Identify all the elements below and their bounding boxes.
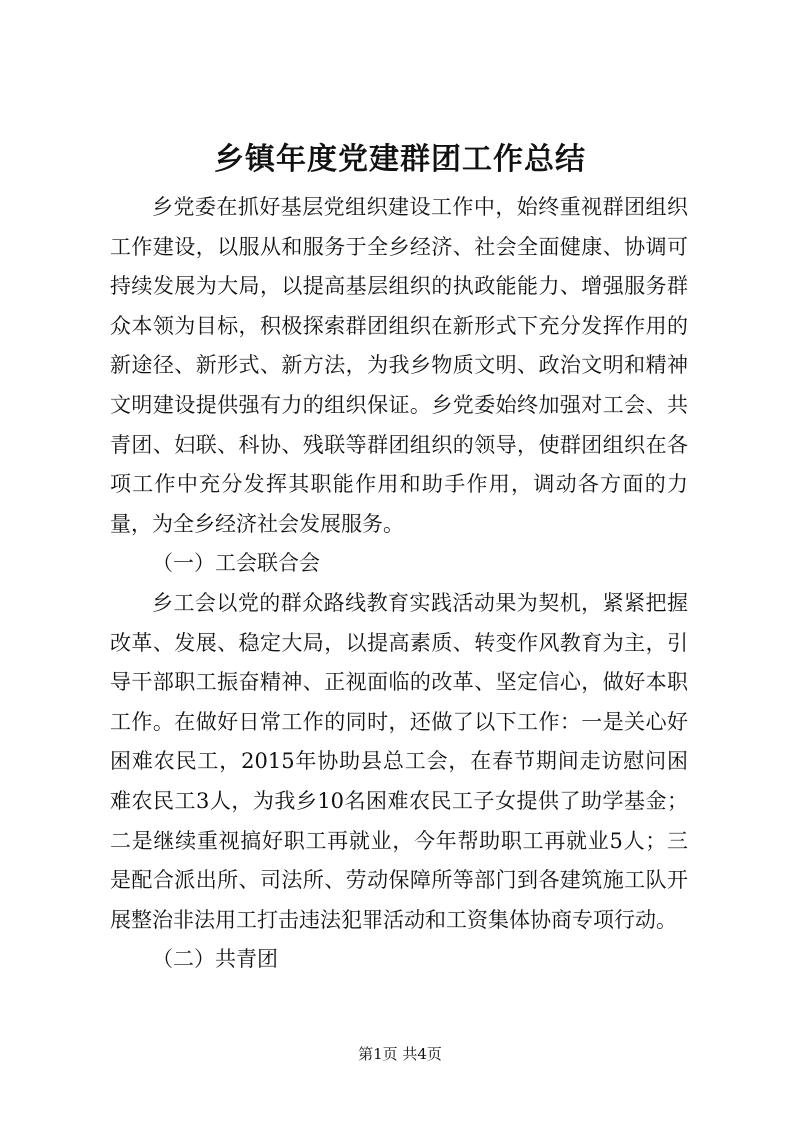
section-heading-youth-league: （二）共青团: [152, 947, 278, 972]
section-heading-union: （一）工会联合会: [152, 551, 320, 576]
document-title: 乡镇年度党建群团工作总结: [214, 142, 586, 177]
page-footer: 第1页 共4页: [358, 1045, 442, 1063]
intro-paragraph: 乡党委在抓好基层党组织建设工作中，始终重视群团组织工作建设，以服从和服务于全乡经济、社会全面健康、协调可持续发展为大局，以提高基层组织的执政能能力、增强服务群众本领为目标，积极探索群团组织在新形式下充分发挥作用的新途径、新形式、新方法，为我乡物质文明、政治文明和精神文明建设提供强有力的组织保证。乡党委始终加强对工会、共青团、妇联、科协、残联等群团组织的领导，使群团组织在各项工作中充分发挥其职能作用和助手作用，调动各方面的力量，为全乡经济社会发展服务。: [110, 195, 688, 536]
document-body: [110, 188, 688, 980]
union-paragraph: 乡工会以党的群众路线教育实践活动果为契机，紧紧把握改革、发展、稳定大局，以提高素质、转变作风教育为主，引导干部职工振奋精神、正视面临的改革、坚定信心，做好本职工作。在做好日常工作的同时，还做了以下工作：一是关心好困难农民工，2015年协助县总工会，在春节期间走访慰问困难农民工3人，为我乡10名困难农民工子女提供了助学基金；二是继续重视搞好职工再就业，今年帮助职工再就业5人；三是配合派出所、司法所、劳动保障所等部门到各建筑施工队开展整治非法用工打击违法犯罪活动和工资集体协商专项行动。: [110, 590, 688, 932]
